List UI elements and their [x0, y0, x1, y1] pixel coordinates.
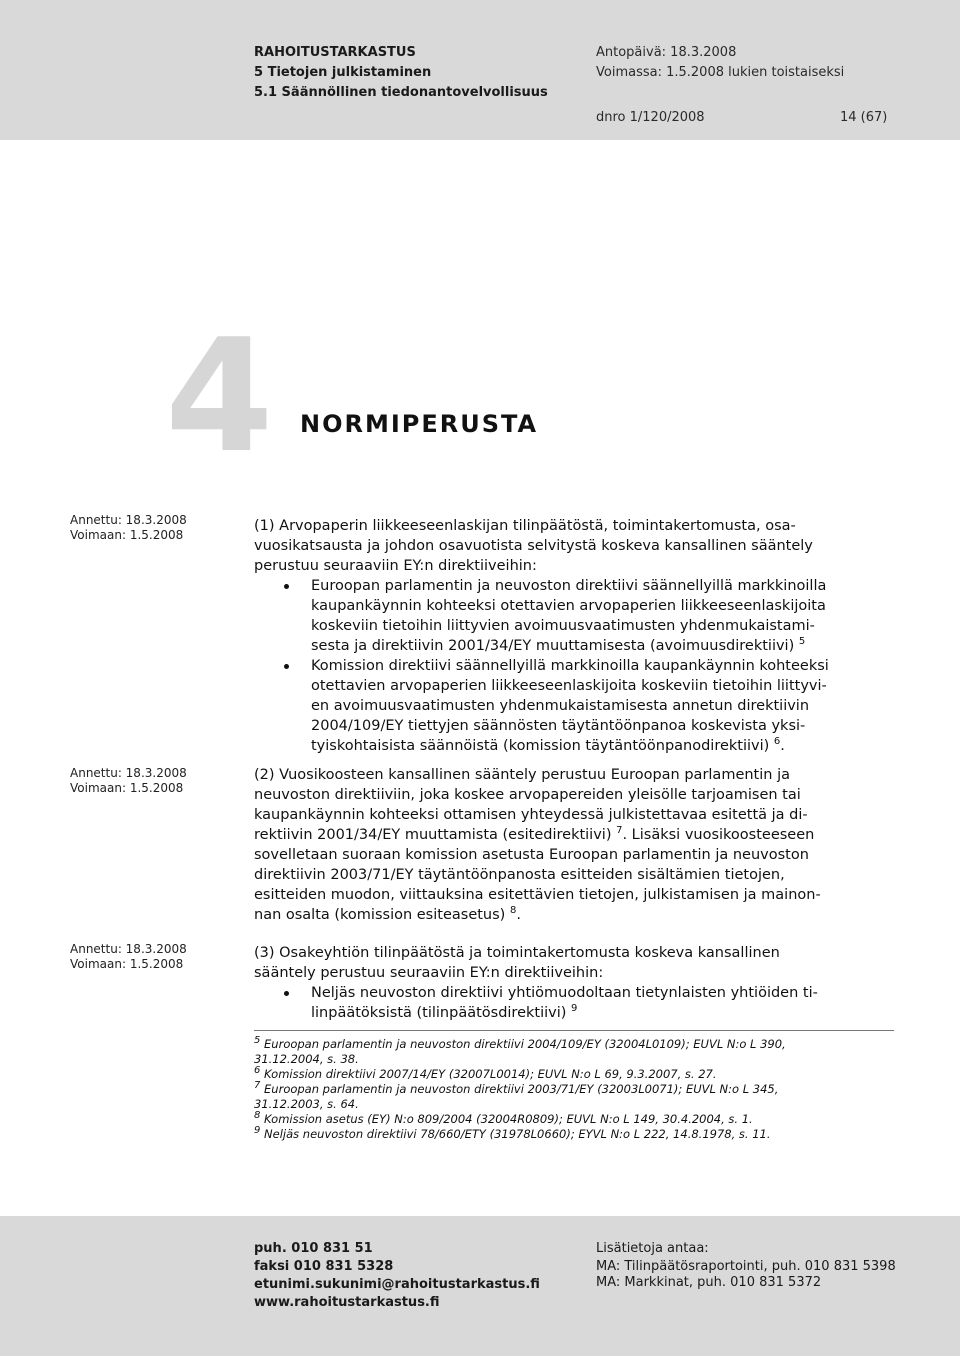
footer-contact: MA: Tilinpäätösraportointi, puh. 010 831 5398: [596, 1259, 896, 1274]
footnote-text: Euroopan parlamentin ja neuvoston direktiivi 2004/109/EY (32004L0109); EUVL N:o L 390,: [264, 1037, 786, 1051]
margin-note: [70, 942, 187, 972]
bullet-item: [254, 576, 894, 656]
margin-note-issued: Annettu: 18.3.2008: [70, 942, 187, 956]
footer-website-link[interactable]: www.rahoitustarkastus.fi: [254, 1295, 440, 1310]
footnote-text: Komission asetus (EY) N:o 809/2004 (32004R0809); EUVL N:o L 149, 30.4.2004, s. 1.: [264, 1112, 753, 1126]
bullet-item: [254, 983, 894, 1023]
footnote-text: Neljäs neuvoston direktiivi 78/660/ETY (31978L0660); EYVL N:o L 222, 14.8.1978, s. 11.: [264, 1127, 771, 1141]
footnote-text: Euroopan parlamentin ja neuvoston direktiivi 2003/71/EY (32003L0071); EUVL N:o L 345,: [264, 1082, 779, 1096]
paragraph-3: [254, 943, 894, 1023]
text-line: Euroopan parlamentin ja neuvoston direktiivi säännellyillä markkinoilla: [311, 578, 827, 594]
footer-phone: puh. 010 831 51: [254, 1241, 373, 1256]
footnote-continuation: 31.12.2003, s. 64.: [254, 1097, 359, 1111]
bullet-icon: [284, 664, 289, 669]
header-page-number: 14 (67): [840, 110, 888, 125]
text-line: sovelletaan suoraan komission asetusta Euroopan parlamentin ja neuvoston: [254, 847, 809, 863]
text-line: [254, 825, 894, 845]
footnote: [254, 1082, 894, 1097]
text-line: [254, 905, 894, 925]
footnote-number: 8: [254, 1110, 261, 1122]
header-dnro: dnro 1/120/2008: [596, 110, 705, 125]
footer-info-label: Lisätietoja antaa:: [596, 1241, 709, 1256]
text-line: Neljäs neuvoston direktiivi yhtiömuodoltaan tietynlaisten yhtiöiden ti-: [311, 985, 818, 1001]
paragraph-1: [254, 516, 894, 756]
header-section: 5 Tietojen julkistaminen: [254, 65, 432, 80]
text-segment: . Lisäksi vuosikoosteeseen: [622, 827, 815, 843]
paragraph-2: [254, 765, 894, 925]
margin-note: [70, 513, 187, 543]
footnote-text: Komission direktiivi 2007/14/EY (32007L0014); EUVL N:o L 69, 9.3.2007, s. 27.: [264, 1067, 717, 1081]
text-line: kaupankäynnin kohteeksi ottamisen yhteydessä julkistettavaa esitettä ja di-: [254, 807, 808, 823]
footnote-ref[interactable]: 7: [616, 825, 623, 837]
margin-note-issued: Annettu: 18.3.2008: [70, 766, 187, 780]
footnote-ref[interactable]: 6: [773, 736, 781, 748]
header-issued-date: Antopäivä: 18.3.2008: [596, 45, 737, 60]
margin-note-in-force: Voimaan: 1.5.2008: [70, 957, 184, 971]
text-segment: tyiskohtaisista säännöistä (komission täytäntöönpanodirektiivi): [311, 738, 770, 754]
footer-fax: faksi 010 831 5328: [254, 1259, 394, 1274]
footnote: [254, 1067, 894, 1082]
text-line: neuvoston direktiiviin, joka koskee arvopapereiden yleisölle tarjoamisen tai: [254, 787, 801, 803]
footnote-number: 7: [254, 1080, 261, 1092]
chapter-number: 4: [165, 305, 274, 487]
margin-note: [70, 766, 187, 796]
page-footer: [0, 1216, 960, 1356]
text-line: 2004/109/EY tiettyjen säännösten täytäntöönpanoa koskevista yksi-: [311, 718, 806, 734]
footnote-ref[interactable]: 5: [798, 636, 806, 648]
footnotes: [254, 1030, 894, 1142]
bullet-item: [254, 656, 894, 756]
bullet-icon: [284, 991, 289, 996]
footnote-number: 6: [254, 1065, 261, 1077]
footnote-number: 5: [254, 1035, 261, 1047]
text-segment: .: [516, 907, 521, 923]
text-segment: sesta ja direktiivin 2001/34/EY muuttamisesta (avoimuusdirektiivi): [311, 638, 795, 654]
footer-contact: MA: Markkinat, puh. 010 831 5372: [596, 1275, 822, 1290]
chapter-title: NORMIPERUSTA: [300, 410, 539, 438]
footnote: [254, 1037, 894, 1052]
footnote: [254, 1112, 894, 1127]
text-line: esitteiden muodon, viittauksina esitettävien tietojen, julkistamisen ja mainon-: [254, 887, 821, 903]
text-line: (3) Osakeyhtiön tilinpäätöstä ja toimintakertomusta koskeva kansallinen: [254, 945, 780, 961]
footnote-number: 9: [254, 1125, 261, 1137]
footnote: [254, 1127, 894, 1142]
text-line: direktiivin 2003/71/EY täytäntöönpanosta esitteiden sisältämien tietojen,: [254, 867, 785, 883]
margin-note-in-force: Voimaan: 1.5.2008: [70, 528, 184, 542]
text-segment: linpäätöksistä (tilinpäätösdirektiivi): [311, 1005, 567, 1021]
header-org: RAHOITUSTARKASTUS: [254, 45, 416, 60]
header-subsection: 5.1 Säännöllinen tiedonantovelvollisuus: [254, 85, 548, 100]
text-line: Komission direktiivi säännellyillä markkinoilla kaupankäynnin kohteeksi: [311, 658, 829, 674]
header-in-force: Voimassa: 1.5.2008 lukien toistaiseksi: [596, 65, 845, 80]
text-line: (2) Vuosikoosteen kansallinen sääntely perustuu Euroopan parlamentin ja: [254, 767, 790, 783]
text-segment: rektiivin 2001/34/EY muuttamista (esitedirektiivi): [254, 827, 612, 843]
text-segment: nan osalta (komission esiteasetus): [254, 907, 506, 923]
text-line: [311, 736, 894, 756]
margin-note-issued: Annettu: 18.3.2008: [70, 513, 187, 527]
footnote-continuation: 31.12.2004, s. 38.: [254, 1052, 359, 1066]
text-line: perustuu seuraaviin EY:n direktiiveihin:: [254, 558, 537, 574]
text-segment: .: [780, 738, 785, 754]
page-header: [0, 0, 960, 140]
footnote-ref[interactable]: 8: [509, 905, 517, 917]
margin-note-in-force: Voimaan: 1.5.2008: [70, 781, 184, 795]
footnote-ref[interactable]: 9: [571, 1003, 578, 1015]
text-line: vuosikatsausta ja johdon osavuotista selvitystä koskeva kansallinen sääntely: [254, 538, 813, 554]
footer-email-link[interactable]: etunimi.sukunimi@rahoitustarkastus.fi: [254, 1277, 540, 1292]
text-line: [311, 636, 894, 656]
text-line: koskeviin tietoihin liittyvien avoimuusvaatimusten yhdenmukaistami-: [311, 618, 815, 634]
text-line: sääntely perustuu seuraaviin EY:n direktiiveihin:: [254, 965, 604, 981]
bullet-icon: [284, 584, 289, 589]
text-line: (1) Arvopaperin liikkeeseenlaskijan tilinpäätöstä, toimintakertomusta, osa-: [254, 518, 796, 534]
text-line: kaupankäynnin kohteeksi otettavien arvopaperien liikkeeseenlaskijoita: [311, 598, 826, 614]
text-line: en avoimuusvaatimusten yhdenmukaistamisesta annetun direktiivin: [311, 698, 810, 714]
text-line: [311, 1003, 894, 1023]
text-line: otettavien arvopaperien liikkeeseenlaskijoita koskeviin tietoihin liittyvi-: [311, 678, 827, 694]
